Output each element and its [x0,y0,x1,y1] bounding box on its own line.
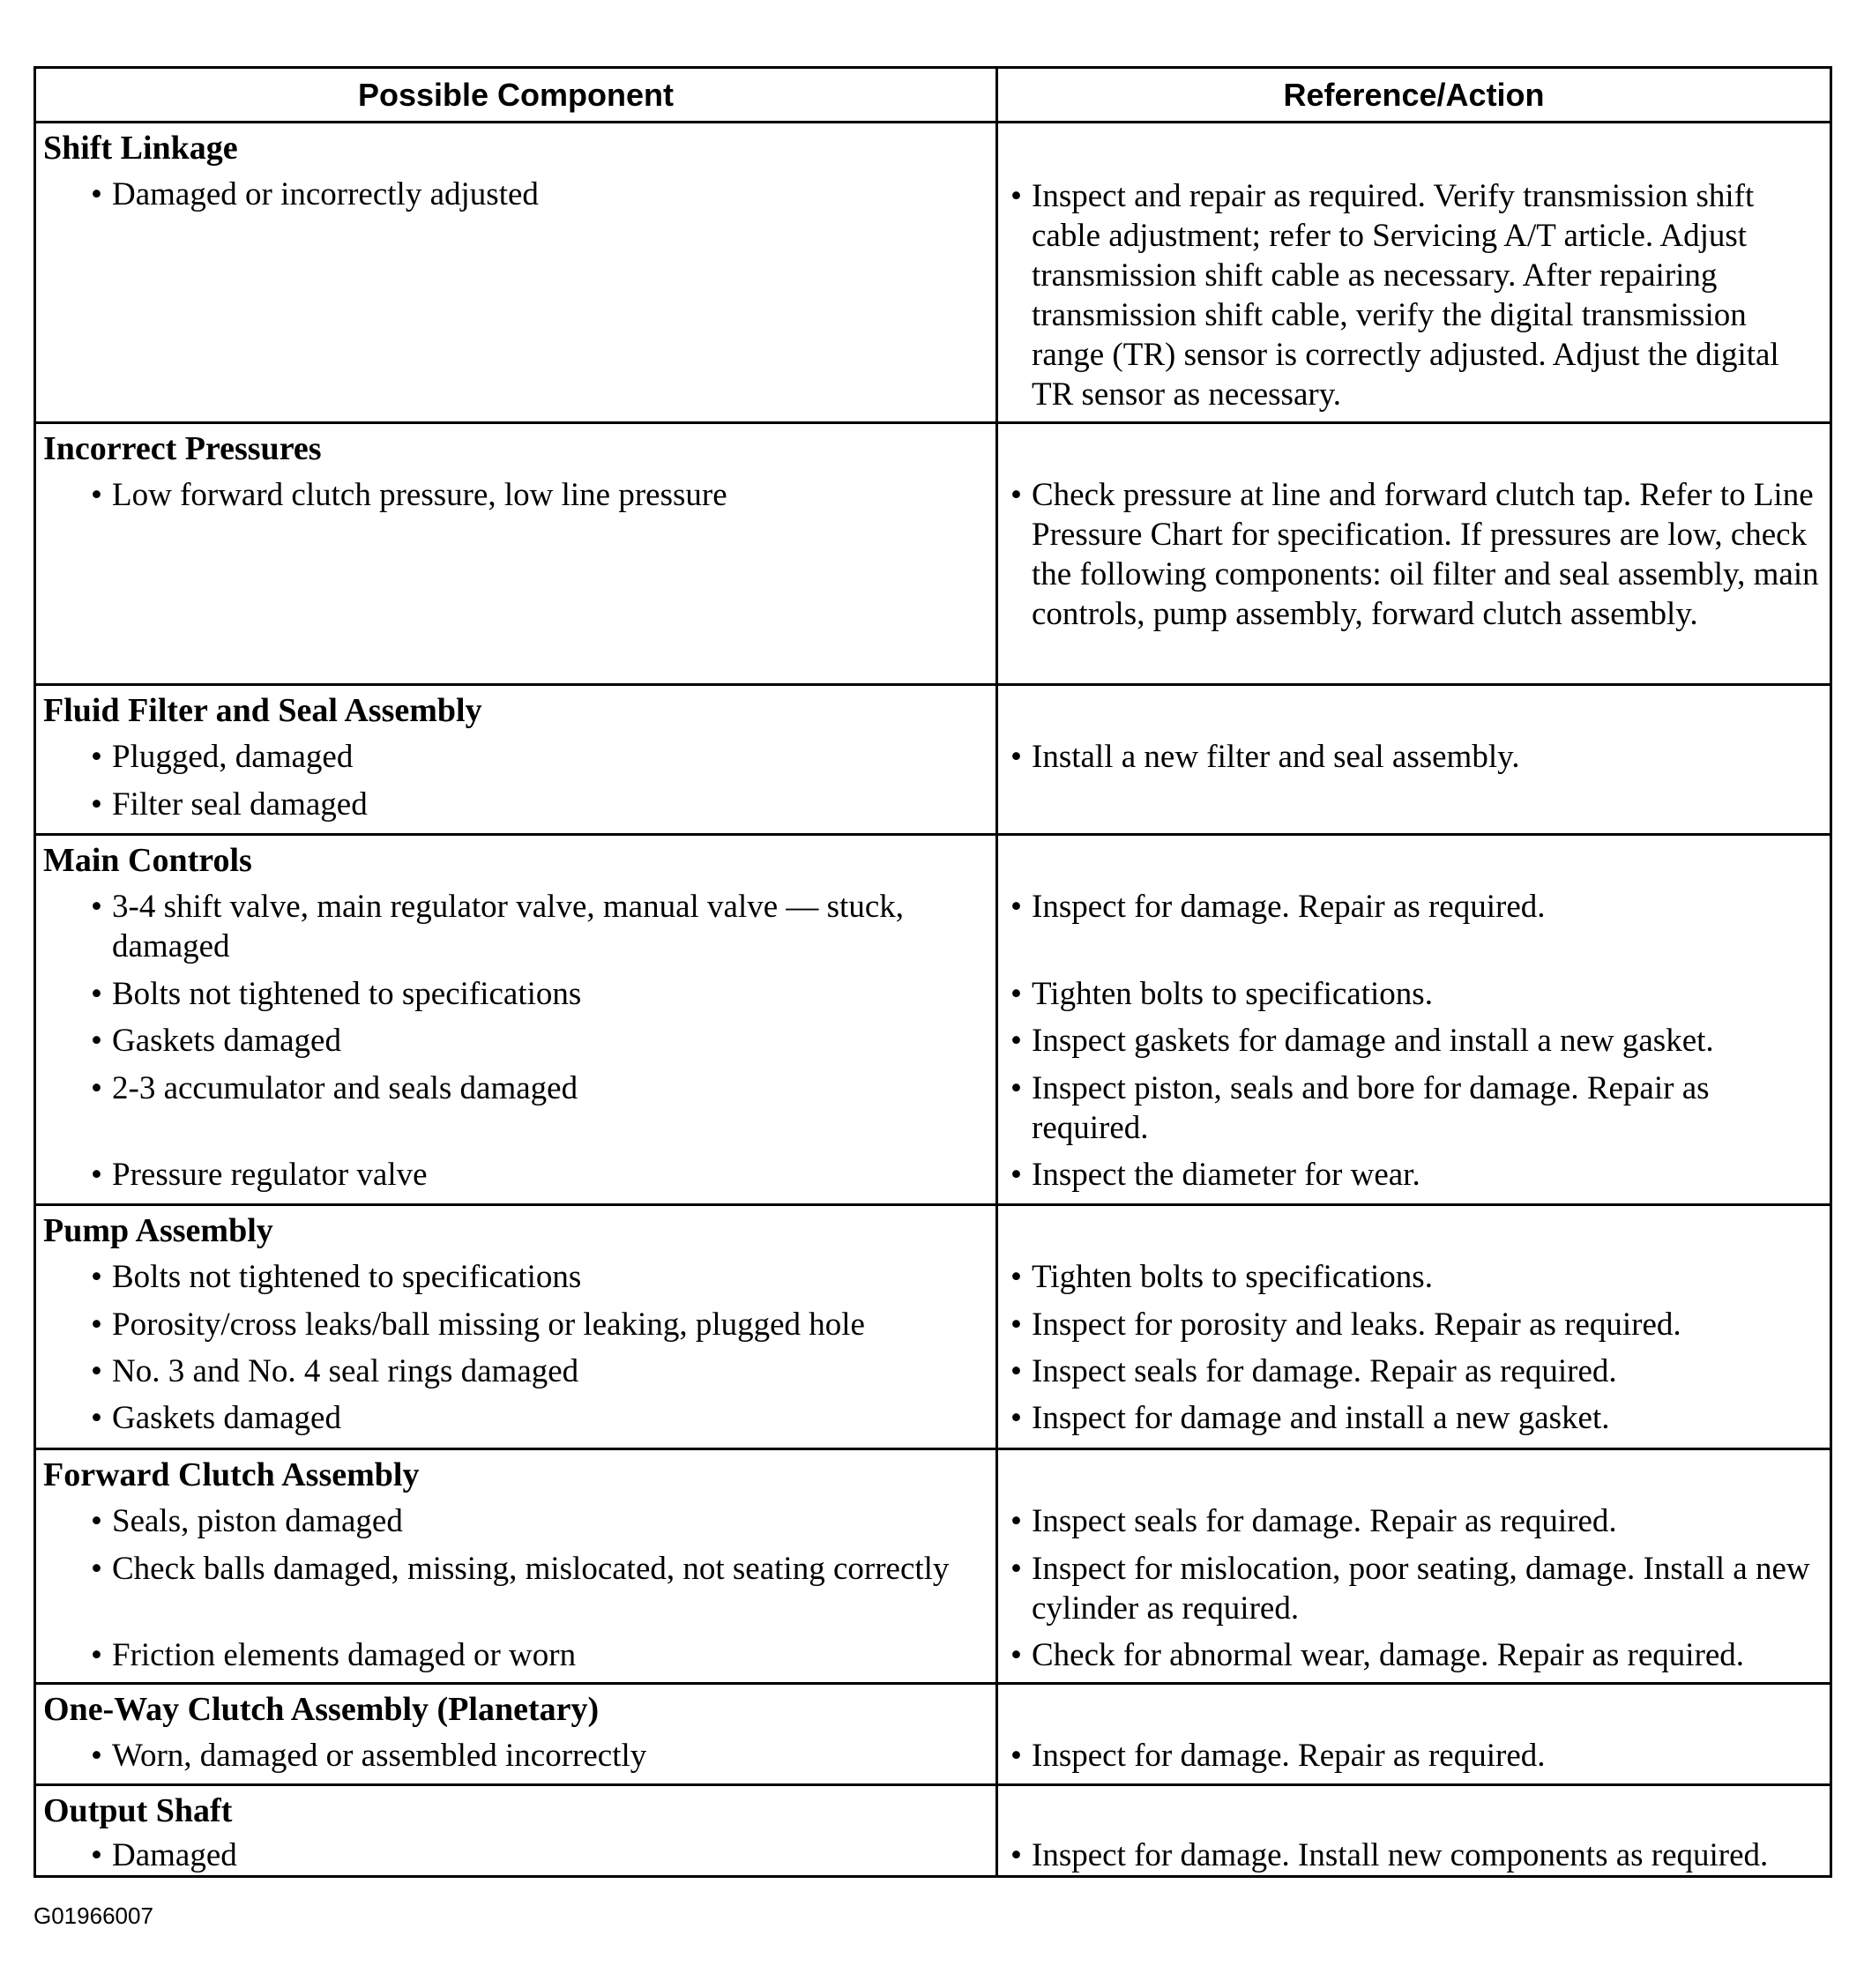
section-shift-linkage [36,123,1830,424]
action-item: • Inspect seals for damage. Repair as required. [1010,1503,1617,1539]
component-item: • Plugged, damaged [91,739,354,775]
bullet: • [1010,1157,1022,1193]
section-incorrect-pressures [36,424,1830,686]
bullet: • [91,976,102,1012]
section-title: Main Controls [43,842,252,879]
diagnostic-table [34,66,1832,1878]
bullet: • [1010,1400,1022,1436]
bullet: • [1010,1259,1022,1295]
action-item: • Inspect for mislocation, poor seating, damage. Install a new cylinder as required. [1010,1551,1810,1627]
action-item: • Inspect the diameter for wear. [1010,1157,1420,1193]
section-pump-assembly [36,1206,1830,1450]
bullet: • [1010,739,1022,775]
bullet: • [1010,178,1022,214]
bullet: • [91,176,102,212]
bullet: • [1010,1637,1022,1673]
bullet: • [1010,976,1022,1012]
action-item: • Inspect for damage. Install new components as required. [1010,1837,1769,1873]
bullet: • [1010,1551,1022,1587]
bullet: • [91,1400,102,1436]
bullet: • [1010,477,1022,513]
section-forward-clutch [36,1450,1830,1685]
bullet: • [91,477,102,513]
section-title: Incorrect Pressures [43,430,322,467]
bullet: • [1010,1837,1022,1873]
component-item: • Friction elements damaged or worn [91,1637,577,1673]
section-title: Output Shaft [43,1792,233,1829]
bullet: • [91,1023,102,1059]
bullet: • [91,1738,102,1774]
action-item: • Inspect piston, seals and bore for damage. Repair as required. [1010,1070,1710,1146]
component-item: • 2-3 accumulator and seals damaged [91,1070,578,1106]
component-item: • Damaged or incorrectly adjusted [91,176,539,212]
header-possible-component: Possible Component [357,77,675,113]
component-item: • Bolts not tightened to specifications [91,976,582,1012]
section-title: One-Way Clutch Assembly (Planetary) [43,1691,600,1728]
component-item: • Porosity/cross leaks/ball missing or leaking, plugged hole [91,1307,865,1343]
component-item: • Low forward clutch pressure, low line pressure [91,477,727,513]
section-title: Shift Linkage [43,130,238,167]
bullet: • [91,739,102,775]
bullet: • [91,889,102,925]
bullet: • [91,1070,102,1106]
bullet: • [91,1551,102,1587]
section-main-controls [36,836,1830,1206]
figure-code: G01966007 [34,1902,153,1929]
component-item: • Gaskets damaged [91,1400,341,1436]
bullet: • [1010,1503,1022,1539]
bullet: • [1010,1070,1022,1106]
bullet: • [1010,1353,1022,1389]
section-output-shaft [36,1786,1830,1875]
component-item: • Check balls damaged, missing, mislocated, not seating correctly [91,1551,950,1587]
action-item: • Check for abnormal wear, damage. Repair as required. [1010,1637,1745,1673]
component-item: • Bolts not tightened to specifications [91,1259,582,1295]
action-item: • Tighten bolts to specifications. [1010,1259,1433,1295]
action-item: • Inspect and repair as required. Verify transmission shift cable adjustment; refer to Servicing A/T article. Adjust transmission shift cable as necessary. After repairing transmission shift cable, verify the digital transmission range (TR) sensor is correctly adjusted. Adjust the digital TR sensor as necessary. [1010,178,1779,413]
component-item: • 3-4 shift valve, main regulator valve, manual valve — stuck, damaged [91,889,905,964]
bullet: • [91,1307,102,1343]
bullet: • [91,1503,102,1539]
section-fluid-filter [36,686,1830,836]
bullet: • [91,1353,102,1389]
component-item: • No. 3 and No. 4 seal rings damaged [91,1353,579,1389]
action-item: • Inspect for damage. Repair as required. [1010,889,1546,925]
action-item: • Inspect gaskets for damage and install a new gasket. [1010,1023,1714,1059]
table-header [36,69,1830,123]
bullet: • [91,1157,102,1193]
bullet: • [91,1259,102,1295]
section-one-way-clutch [36,1685,1830,1786]
bullet: • [1010,1023,1022,1059]
section-title: Fluid Filter and Seal Assembly [43,692,482,729]
action-item: • Inspect seals for damage. Repair as required. [1010,1353,1617,1389]
header-reference-action: Reference/Action [1283,77,1545,113]
action-item: • Inspect for damage. Repair as required. [1010,1738,1546,1774]
section-title: Pump Assembly [43,1212,273,1249]
section-title: Forward Clutch Assembly [43,1456,420,1493]
bullet: • [91,1637,102,1673]
bullet: • [1010,1307,1022,1343]
action-item: • Inspect for porosity and leaks. Repair as required. [1010,1307,1681,1343]
component-item: • Worn, damaged or assembled incorrectly [91,1738,647,1774]
action-item: • Inspect for damage and install a new gasket. [1010,1400,1610,1436]
bullet: • [91,786,102,823]
bullet: • [1010,1738,1022,1774]
bullet: • [91,1837,102,1873]
component-item: • Pressure regulator valve [91,1157,428,1193]
action-item: • Tighten bolts to specifications. [1010,976,1433,1012]
component-item: • Gaskets damaged [91,1023,341,1059]
component-item: • Filter seal damaged [91,786,368,823]
bullet: • [1010,889,1022,925]
action-item: • Check pressure at line and forward clutch tap. Refer to Line Pressure Chart for specification. If pressures are low, check the following components: oil filter and seal assembly, main controls, pump assembly, forward clutch assembly. [1010,477,1819,632]
action-item: • Install a new filter and seal assembly. [1010,739,1520,775]
component-item: • Damaged [91,1837,237,1873]
component-item: • Seals, piston damaged [91,1503,403,1539]
